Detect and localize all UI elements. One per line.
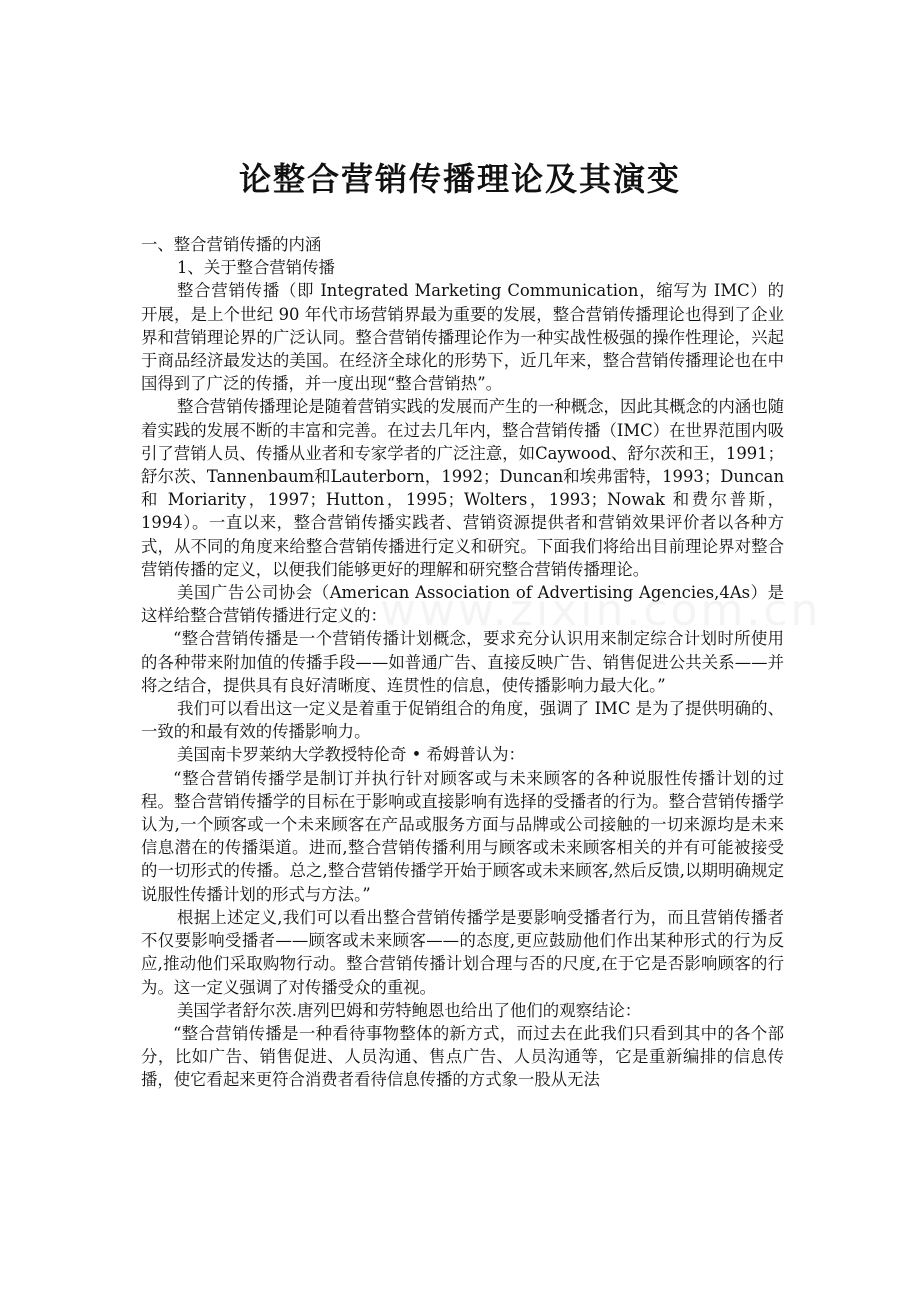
paragraph-shimp-intro: 美国南卡罗莱纳大学教授特伦奇 • 希姆普认为： [177, 745, 525, 765]
paragraph-4as-intro: 美国广告公司协会（American Association of Advertising Agencies,4As）是这样给整合营销传播进行定义的： [141, 583, 784, 626]
quote-schultz-definition: “整合营销传播是一种看待事物整体的新方式，而过去在此我们只看到其中的各个部分，比如广告、销售促进、人员沟通、售点广告、人员沟通等，它是重新编排的信息传播，使它看起来更符合消费者看待信息传播的方式象一股从无法 [141, 1023, 784, 1090]
paragraph-schultz-intro: 美国学者舒尔茨.唐列巴姆和劳特鲍恩也给出了他们的观察结论： [177, 1000, 642, 1020]
subsection-heading: 1、关于整合营销传播 [177, 258, 335, 278]
quote-4as-definition: “整合营销传播是一个营销传播计划概念，要求充分认识用来制定综合计划时所使用的各种带来附加值的传播手段——如普通广告、直接反映广告、销售促进公共关系——并将之结合，提供具有良好清晰度、连贯性的信息，使传播影响力最大化。” [141, 629, 784, 695]
document-body [141, 233, 784, 1092]
section-heading: 一、整合营销传播的内涵 [141, 235, 322, 254]
document-title: 论整合营销传播理论及其演变 [238, 160, 681, 198]
paragraph-4as-analysis: 我们可以看出这一定义是着重于促销组合的角度，强调了 IMC 是为了提供明确的、一致的和最有效的传播影响力。 [141, 699, 784, 742]
paragraph-concept: 整合营销传播理论是随着营销实践的发展而产生的一种概念，因此其概念的内涵也随着实践的发展不断的丰富和完善。在过去几年内，整合营销传播（IMC）在世界范围内吸引了营销人员、传播从业者和专家学者的广泛注意，如Caywood、舒尔茨和王，1991；舒尔茨、Tannenbaum和Lauterborn，1992；Duncan和埃弗雷特，1993；Duncan 和 Moriarity，1997；Hutton，1995；Wolters，1993；Nowak 和费尔普斯，1994）。一直以来，整合营销传播实践者、营销资源提供者和营销效果评价者以各种方式，从不同的角度来给整合营销传播进行定义和研究。下面我们将给出目前理论界对整合营销传播的定义，以便我们能够更好的理解和研究整合营销传播理论。 [141, 397, 785, 579]
paragraph-shimp-analysis: 根据上述定义,我们可以看出整合营销传播学是要影响受播者行为，而且营销传播者不仅要影响受播者——顾客或未来顾客——的态度,更应鼓励他们作出某种形式的行为反应,推动他们采取购物行动。整合营销传播计划合理与否的尺度,在于它是否影响顾客的行为。这一定义强调了对传播受众的重视。 [141, 907, 784, 997]
quote-shimp-definition: “整合营销传播学是制订并执行针对顾客或与未来顾客的各种说服性传播计划的过程。整合营销传播学的目标在于影响或直接影响有选择的受播者的行为。整合营销传播学认为,一个顾客或一个未来顾客在产品或服务方面与品牌或公司接触的一切来源均是未来信息潜在的传播渠道。进而,整合营销传播利用与顾客或未来顾客相关的并有可能被接受的一切形式的传播。总之,整合营销传播学开始于顾客或未来顾客,然后反馈,以期明确规定说服性传播计划的形式与方法。” [141, 768, 784, 904]
paragraph-intro: 整合营销传播（即 Integrated Marketing Communication，缩写为 IMC）的开展，是上个世纪 90 年代市场营销界最为重要的发展，整合营销传播理论也得到了企业界和营销理论界的广泛认同。整合营销传播理论作为一种实战性极强的操作性理论，兴起于商品经济最发达的美国。在经济全球化的形势下，近几年来，整合营销传播理论也在中国得到了广泛的传播，并一度出现“整合营销热”。 [141, 281, 784, 394]
